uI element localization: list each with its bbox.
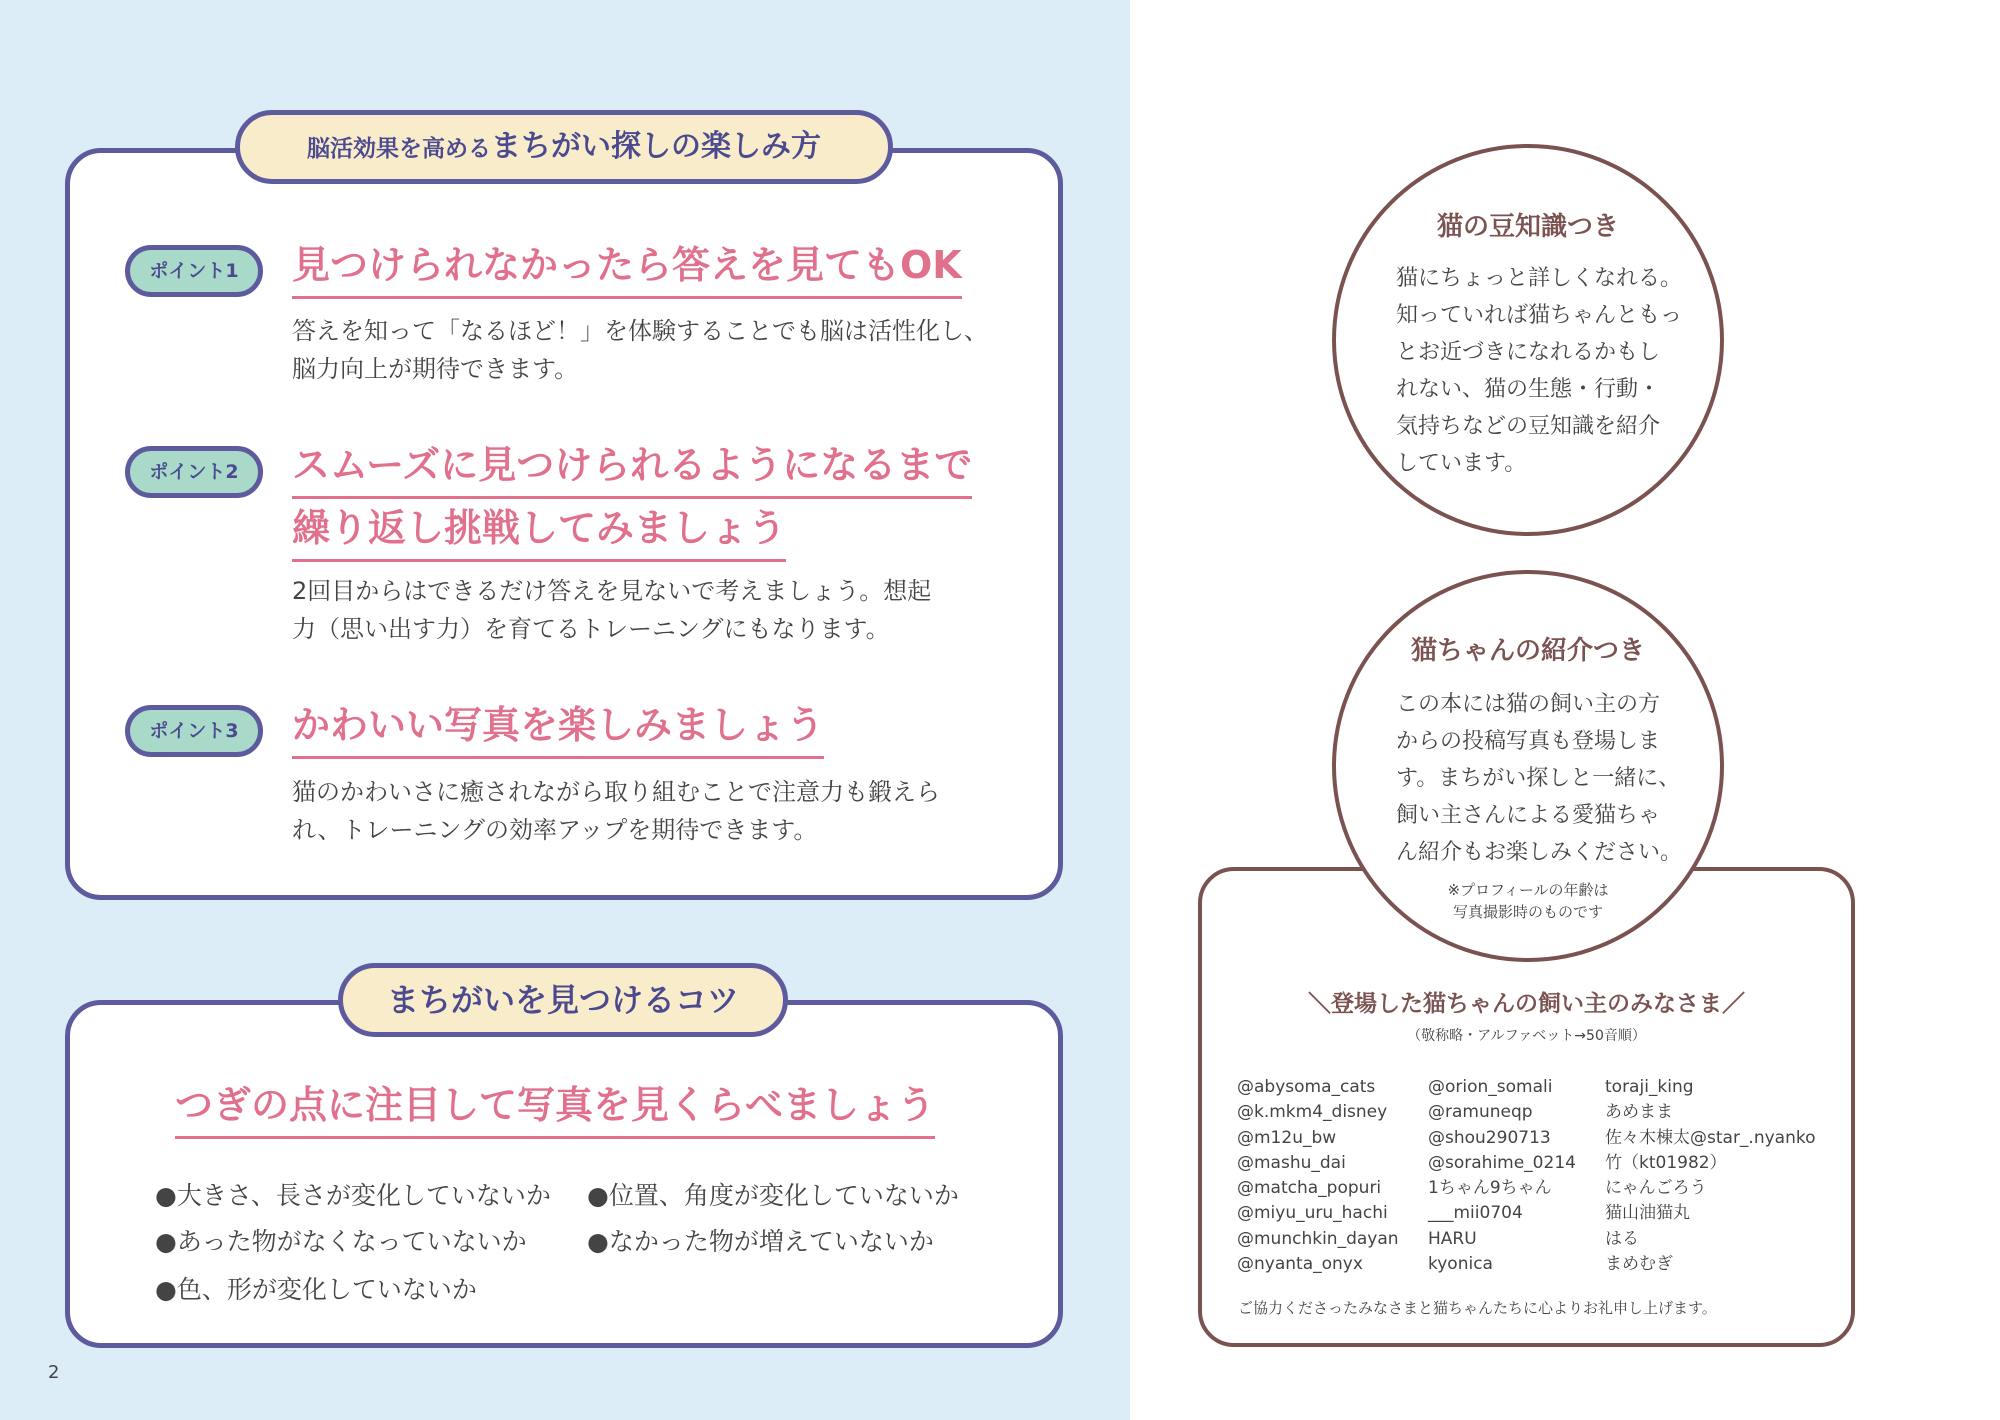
- point-2-heading-line: スムーズに見つけられるようになるまで: [292, 436, 972, 499]
- point-1-body-line: 答えを知って「なるほど！」を体験することでも脳は活性化し、: [292, 317, 988, 345]
- intro-note-line: 写真撮影時のものです: [1452, 903, 1603, 921]
- trivia-circle: [1332, 144, 1724, 536]
- owner-name: HARU: [1428, 1228, 1477, 1249]
- thanks-footer: ご協力くださったみなさまと猫ちゃんたちに心よりお礼申し上げます。: [1238, 1299, 1717, 1317]
- trivia-line: 知っていれば猫ちゃんともっ: [1396, 303, 1683, 328]
- tip-item: ●なかった物が増えていないか: [587, 1227, 934, 1256]
- intro-note-line: ※プロフィールの年齢は: [1447, 881, 1609, 899]
- trivia-line: とお近づきになれるかもし: [1396, 340, 1661, 365]
- owner-name: @mashu_dai: [1237, 1152, 1346, 1173]
- point-2-body-line: 2回目からはできるだけ答えを見ないで考えましょう。想起: [292, 577, 932, 605]
- point-1-badge: ポイント1: [125, 245, 263, 297]
- how-to-enjoy-title: [235, 110, 893, 184]
- owner-name: @sorahime_0214: [1428, 1152, 1576, 1173]
- point-1-body-line: 脳力向上が期待できます。: [292, 355, 579, 383]
- trivia-line: 猫にちょっと詳しくなれる。: [1396, 266, 1683, 291]
- owner-name: @abysoma_cats: [1237, 1077, 1376, 1097]
- tip-item: ●大きさ、長さが変化していないか: [155, 1181, 551, 1210]
- point-2-body: [292, 572, 1012, 648]
- owner-name: @m12u_bw: [1237, 1127, 1337, 1148]
- point-3-body-line: 猫のかわいさに癒されながら取り組むことで注意力も鍛えら: [292, 778, 940, 806]
- owner-name: 1ちゃん9ちゃん: [1428, 1178, 1552, 1199]
- intro-line: ん紹介もお楽しみください。: [1396, 840, 1683, 865]
- title-main: まちがい探しの楽しみ方: [491, 129, 821, 164]
- owner-name: @shou290713: [1428, 1127, 1551, 1148]
- tips-heading: つぎの点に注目して写真を見くらべましょう: [175, 1078, 935, 1139]
- intro-title: 猫ちゃんの紹介つき: [1410, 636, 1645, 666]
- trivia-line: 気持ちなどの豆知識を紹介: [1396, 414, 1661, 439]
- owner-name: toraji_king: [1605, 1077, 1694, 1097]
- owner-name: まめむぎ: [1605, 1254, 1673, 1275]
- trivia-line: しています。: [1396, 451, 1527, 476]
- point-3-heading-line: かわいい写真を楽しみましょう: [292, 696, 824, 759]
- point-3-heading: [292, 696, 824, 759]
- tips-title: まちがいを見つけるコツ: [338, 963, 788, 1037]
- point-1-heading-line: 見つけられなかったら答えを見てもOK: [292, 236, 962, 299]
- intro-circle: [1332, 570, 1724, 962]
- title-prefix: 脳活効果を高める: [307, 136, 491, 162]
- point-2-heading: [292, 436, 972, 562]
- owner-name: 猫山油猫丸: [1605, 1203, 1690, 1224]
- owner-name: @nyanta_onyx: [1237, 1254, 1363, 1275]
- point-2-badge: ポイント2: [125, 446, 263, 498]
- point-2-heading-line: 繰り返し挑戦してみましょう: [292, 499, 786, 562]
- intro-line: からの投稿写真も登場しま: [1396, 729, 1661, 754]
- owner-name: はる: [1605, 1228, 1639, 1249]
- intro-line: この本には猫の飼い主の方: [1396, 692, 1661, 717]
- intro-line: す。まちがい探しと一緒に、: [1396, 766, 1681, 791]
- owner-name: @munchkin_dayan: [1237, 1228, 1399, 1249]
- owner-name: にゃんごろう: [1605, 1178, 1707, 1199]
- owner-name: @ramuneqp: [1428, 1102, 1533, 1123]
- trivia-line: れない、猫の生態・行動・: [1396, 377, 1661, 402]
- owner-name: 佐々木棟太@star_.nyanko: [1605, 1127, 1816, 1148]
- owner-list-col3: [1605, 1075, 1816, 1277]
- point-1-body: [292, 312, 1012, 388]
- trivia-title: 猫の豆知識つき: [1436, 212, 1619, 242]
- intro-note: [1336, 879, 1720, 923]
- thanks-title: ＼登場した猫ちゃんの飼い主のみなさま／: [1308, 991, 1745, 1017]
- intro-body: [1396, 686, 1686, 871]
- owner-name: @k.mkm4_disney: [1237, 1102, 1388, 1123]
- point-1-heading: [292, 236, 962, 299]
- tip-item: ●あった物がなくなっていないか: [155, 1227, 527, 1256]
- intro-line: 飼い主さんによる愛猫ちゃ: [1396, 803, 1661, 828]
- tip-item: ●色、形が変化していないか: [155, 1275, 477, 1304]
- owner-name: @miyu_uru_hachi: [1237, 1203, 1388, 1224]
- owner-name: @orion_somali: [1428, 1077, 1553, 1097]
- owner-name: @matcha_popuri: [1237, 1178, 1382, 1199]
- owner-name: ___mii0704: [1428, 1203, 1523, 1224]
- owner-name: 竹（kt01982）: [1605, 1152, 1727, 1173]
- tip-item: ●位置、角度が変化していないか: [587, 1181, 959, 1210]
- owner-list-col2: [1428, 1075, 1576, 1277]
- point-3-body-line: れ、トレーニングの効率アップを期待できます。: [292, 816, 818, 844]
- owner-name: kyonica: [1428, 1254, 1493, 1275]
- trivia-body: [1396, 260, 1686, 482]
- page-number: 2: [48, 1362, 60, 1383]
- point-2-body-line: 力（思い出す力）を育てるトレーニングにもなります。: [292, 615, 890, 643]
- point-3-body: [292, 773, 1012, 849]
- thanks-subtitle: （敬称略・アルファベット→50音順）: [1407, 1028, 1646, 1044]
- point-3-badge: ポイント3: [125, 705, 263, 757]
- owner-name: あめまま: [1605, 1102, 1673, 1123]
- owner-list-col1: [1237, 1075, 1399, 1277]
